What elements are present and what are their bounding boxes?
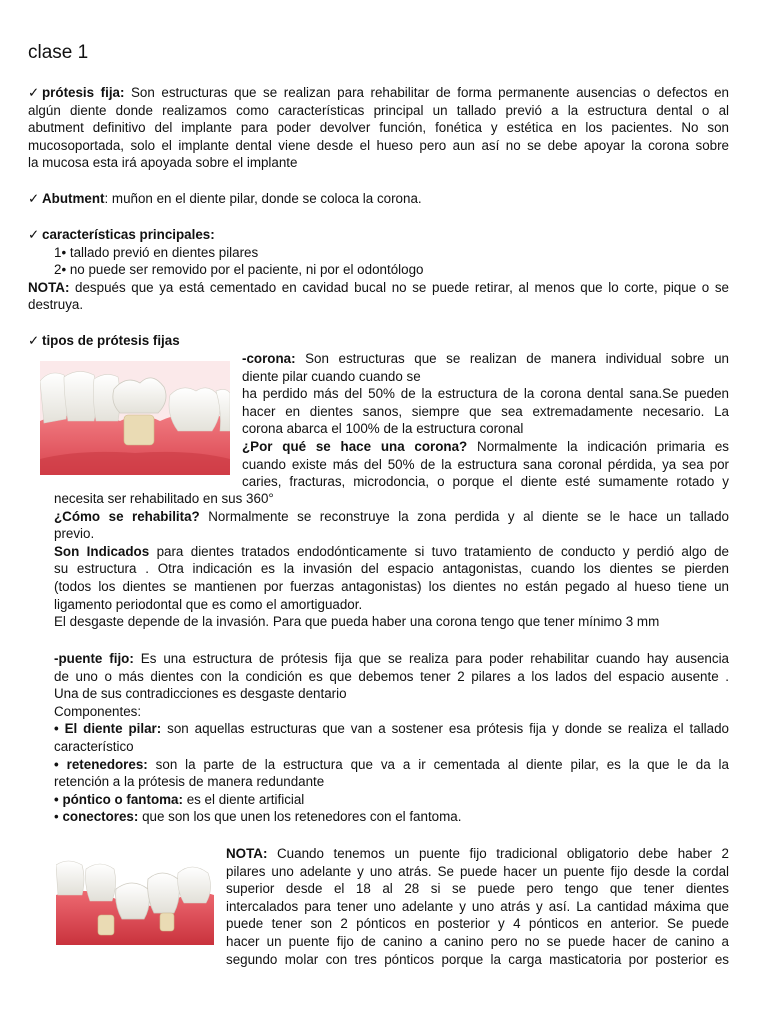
- page-title: clase 1: [28, 42, 89, 63]
- abutment-term: Abutment: [42, 191, 105, 206]
- check-icon: ✓: [28, 227, 40, 242]
- caracteristicas-section: ✓ características principales: 1• tallado previó en dientes pilares 2• no puede ser removido por el paciente, ni por el odontólogo NOTA: después que ya está cementado en cavidad bucal no se puede retirar, al menos que lo corte, pique o se destruya.: [28, 227, 729, 313]
- puente-term: -puente fijo:: [54, 651, 134, 666]
- dental-bridge-illustration: [56, 855, 214, 945]
- list-item: 1• tallado previó en dientes pilares: [54, 244, 259, 260]
- tipos-heading: ✓ tipos de prótesis fijas: [28, 333, 180, 348]
- corona-term: -corona:: [242, 351, 296, 366]
- check-icon: ✓: [28, 333, 40, 348]
- protesis-fija-section: ✓ prótesis fija: Son estructuras que se realizan para rehabilitar de forma permanente ausencias o defectos en algún diente donde realizamos como características principal un tallado previó a la estructura dental o al abutment definitivo del implante para poder devolver función, fonética y estética en los pacientes. No son mucosoportada, solo el implante dental viene desde el hueso pero aun así no se debe apoyar la corona sobre la mucosa esta irá apoyada sobre el implante: [28, 85, 729, 171]
- protesis-fija-term: prótesis fija:: [42, 85, 125, 100]
- nota-label: NOTA:: [28, 279, 70, 295]
- caracteristicas-term: características principales:: [42, 227, 215, 242]
- list-item: 2• no puede ser removido por el paciente, ni por el odontólogo: [54, 262, 424, 278]
- corona-continued: necesita ser rehabilitado en sus 360° ¿Cómo se rehabilita? Normalmente se reconstruye la zona perdida y al diente se le hace un tallado previo. Son Indicados para dientes tratados endodónticamente si tuvo tratamiento de conducto y perdió algo de su estructura . Otra indicación es la invasión del espacio antagonistas, cuando los dientes se pierden (todos los dientes se mantienen por fuerzas antagonistas) los dientes no están pegado al hueso tiene un ligamento periodontal que es como el amortiguador. El desgaste depende de la invasión. Para que pueda haber una corona tengo que tener mínimo 3 mm: [54, 491, 729, 630]
- nota-puente-section: NOTA: Cuando tenemos un puente fijo tradicional obligatorio debe haber 2 pilares uno adelante y uno atrás. Se puede hacer un puente fijo desde la cordal superior desde el 18 al 28 si se puede pero tengo que tener dientes intercalados para tener uno adelante y uno atrás y así. La cantidad máxima que puede tener son 2 pónticos en posterior y 4 pónticos en anterior. Se puede hacer un puente fijo de canino a canino pero no se puede hacer de canino a segundo molar con tres pónticos porque la carga masticatoria por posterior es: [226, 846, 729, 967]
- abutment-section: ✓ Abutment: muñon en el diente pilar, donde se coloca la corona.: [28, 191, 422, 206]
- check-icon: ✓: [28, 191, 40, 206]
- porque-label: ¿Por qué se hace una corona?: [242, 438, 468, 454]
- nota-label: NOTA:: [226, 846, 268, 861]
- list-item: • retenedores: son la parte de la estructura que va a ir cementada al diente pilar, es la que le da la: [54, 756, 729, 772]
- list-item: • El diente pilar: son aquellas estructuras que van a sostener esa prótesis fija y donde se realiza el tallado: [54, 721, 729, 737]
- como-label: ¿Cómo se rehabilita?: [54, 508, 200, 524]
- corona-section: -corona: Son estructuras que se realizan de manera individual sobre un diente pilar cuando cuando se ha perdido más del 50% de la estructura de la corona dental sana.Se pueden hacer en dientes sanos, siempre que sea extremadamente necesario. La corona abarca el 100% de la estructura coronal ¿Por qué se hace una corona? Normalmente la indicación primaria es cuando existe más del 50% de la estructura sana coronal pérdida, ya sea por caries, fracturas, microdoncia, o porque el diente esté sumamente rotado y: [242, 351, 729, 490]
- list-item: • conectores: que son los que unen los retenedores con el fantoma.: [54, 809, 462, 825]
- dental-crown-illustration: [40, 361, 230, 475]
- list-item: • póntico o fantoma: es el diente artificial: [54, 791, 305, 807]
- check-icon: ✓: [28, 85, 40, 100]
- componentes-label: Componentes:: [54, 703, 142, 719]
- indicados-label: Son Indicados: [54, 543, 150, 559]
- puente-fijo-section: -puente fijo: Es una estructura de prótesis fija que se realiza para poder rehabilitar cuando hay ausencia de uno o más dientes con la condición es que debemos tener 2 pilares a los lados del espacio ausente . Una de sus contradicciones es desgaste dentario Componentes: • El diente pilar: son aquellas estructuras que van a sostener esa prótesis fija y donde se realiza el tallado característico • retenedores: son la parte de la estructura que va a ir cementada al diente pilar, es la que le da la retención a la prótesis de manera redundante • póntico o fantoma: es el diente artificial • conectores: que son los que unen los retenedores con el fantoma.: [54, 651, 729, 825]
